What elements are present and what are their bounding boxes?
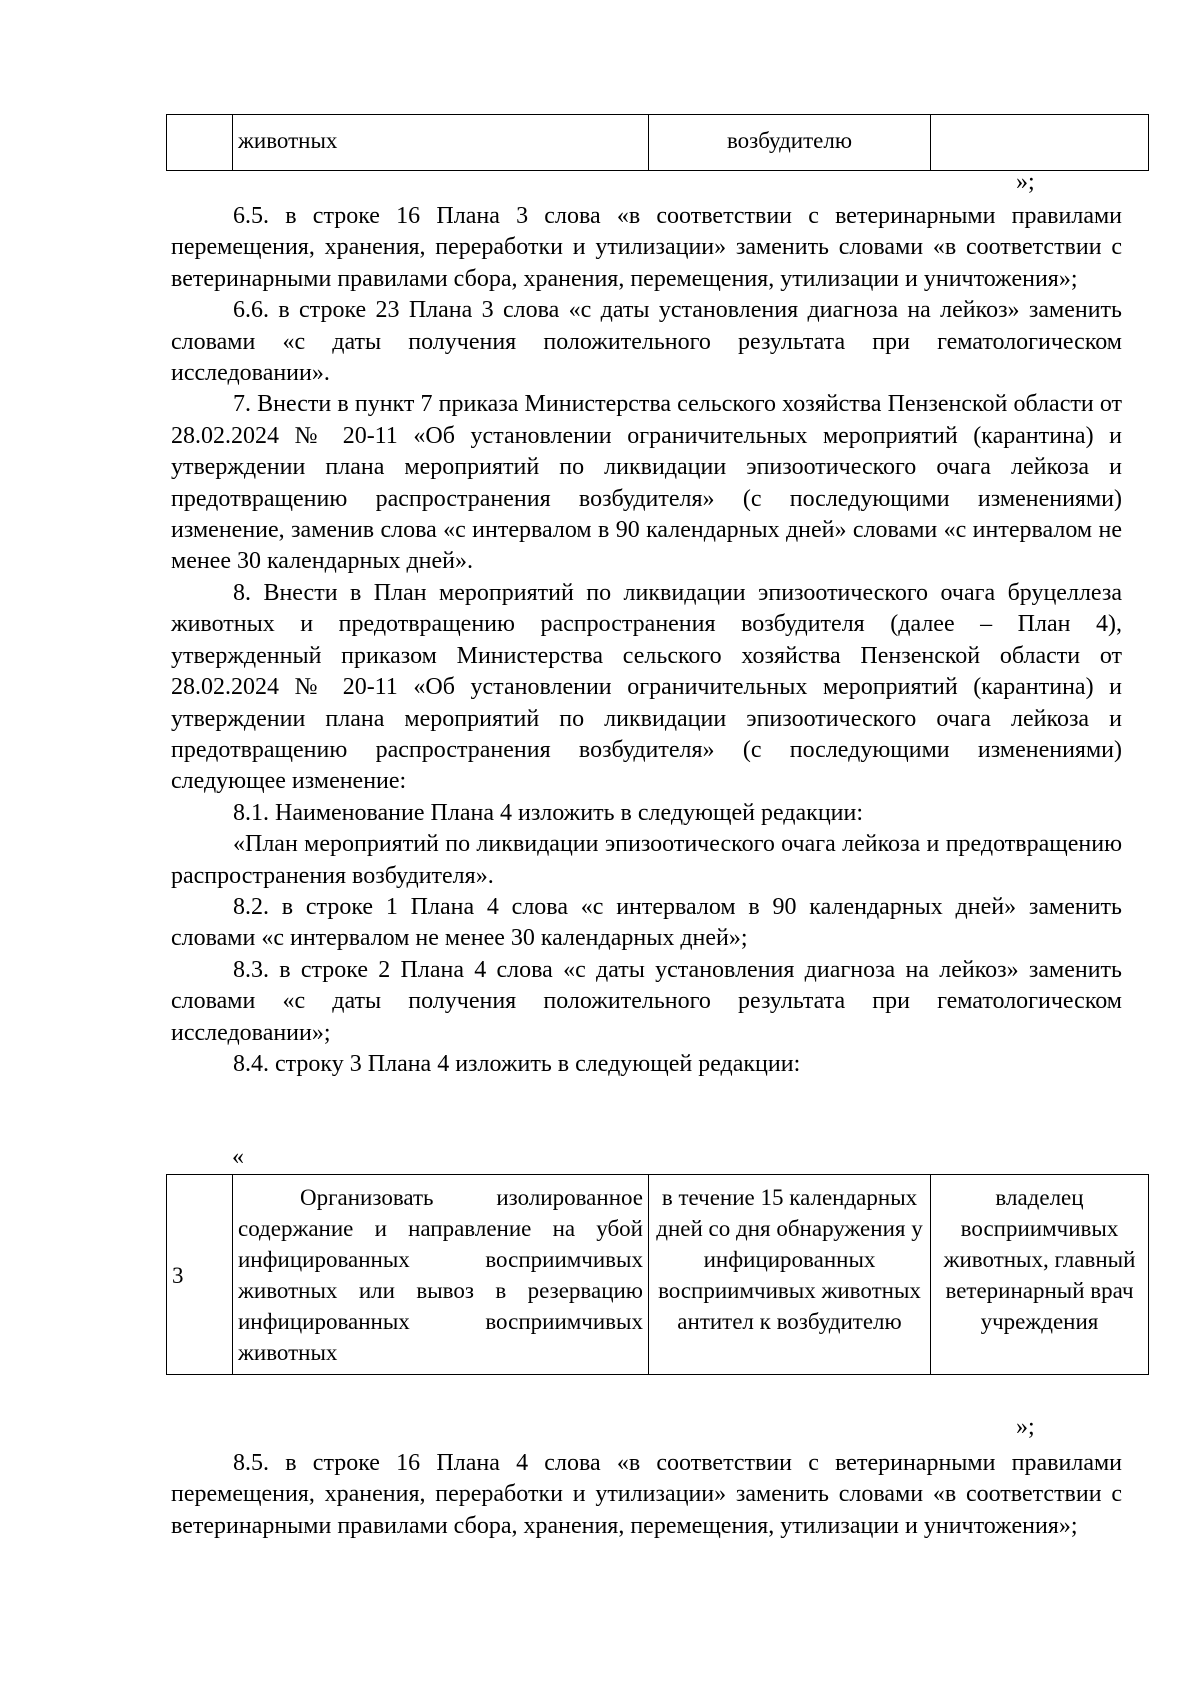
opening-quote: « (232, 1144, 244, 1170)
paragraph-8-2: 8.2. в строке 1 Плана 4 слова «с интервалом в 90 календарных дней» заменить словами «с интервалом не менее 30 календарных дней»; (171, 893, 1122, 952)
closing-quote: »; (1016, 1414, 1035, 1440)
paragraph-8-4: 8.4. строку 3 Плана 4 изложить в следующей редакции: (233, 1050, 801, 1077)
plan-table-row-3 (166, 1174, 1149, 1375)
action-cell: животных (233, 115, 649, 171)
paragraph-8: 8. Внести в План мероприятий по ликвидации эпизоотического очага бруцеллеза животных и предотвращению распространения возбудителя (далее – План 4), утвержденный приказом Министерства сельского хозяйства Пензенской области от 28.02.2024 № 20-11 «Об установлении ограничительных мероприятий (карантина) и утверждении плана мероприятий по ликвидации эпизоотического очага лейкоза и предотвращению распространения возбудителя» (с последующими изменениями) следующее изменение: (171, 579, 1122, 795)
paragraph-6-6: 6.6. в строке 23 Плана 3 слова «с даты установления диагноза на лейкоз» заменить словами «с даты получения положительного результата при гематологическом исследовании». (171, 297, 1122, 387)
responsible-cell (931, 115, 1149, 171)
term-cell: возбудителю (649, 115, 931, 171)
paragraph-6-5: 6.5. в строке 16 Плана 3 слова «в соответствии с ветеринарными правилами перемещения, хранения, переработки и утилизации» заменить словами «в соответствии с ветеринарными правилами сбора, хранения, перемещения, утилизации и уничтожения»; (171, 203, 1122, 292)
paragraph-8-1: 8.1. Наименование Плана 4 изложить в следующей редакции: (233, 799, 864, 826)
table-row (167, 1175, 1149, 1375)
row-number-cell (167, 115, 233, 171)
paragraph-7: 7. Внести в пункт 7 приказа Министерства сельского хозяйства Пензенской области от 28.02.2024 № 20-11 «Об установлении ограничительных мероприятий (карантина) и утверждении плана мероприятий по ликвидации эпизоотического очага лейкоза и предотвращению распространения возбудителя» (с последующими изменениями) изменение, заменив слова «с интервалом в 90 календарных дней» словами «с интервалом не менее 30 календарных дней». (171, 391, 1122, 575)
responsible-cell: владелец восприимчивых животных, главный ветеринарный врач учреждения (931, 1175, 1149, 1375)
amendment-text (171, 1448, 1122, 1542)
term-cell: в течение 15 календарных дней со дня обнаружения у инфицированных восприимчивых животных антител к возбудителю (649, 1175, 931, 1375)
plan-table-fragment (166, 114, 1149, 171)
paragraph-plan-title: «План мероприятий по ликвидации эпизоотического очага лейкоза и предотвращению распространения возбудителя». (171, 831, 1122, 889)
paragraph-8-3: 8.3. в строке 2 Плана 4 слова «с даты установления диагноза на лейкоз» заменить словами «с даты получения положительного результата при гематологическом исследовании»; (171, 956, 1122, 1046)
action-cell: Организовать изолированное содержание и направление на убой инфицированных восприимчивых животных или вывоз в резервацию инфицированных восприимчивых животных (233, 1175, 649, 1375)
amendment-text (171, 201, 1122, 1080)
table-row (167, 115, 1149, 171)
paragraph-8-5: 8.5. в строке 16 Плана 4 слова «в соответствии с ветеринарными правилами перемещения, хранения, переработки и утилизации» заменить словами «в соответствии с ветеринарными правилами сбора, хранения, перемещения, утилизации и уничтожения»; (171, 1450, 1122, 1539)
row-number-cell: 3 (167, 1175, 233, 1375)
closing-quote: »; (1016, 169, 1035, 195)
